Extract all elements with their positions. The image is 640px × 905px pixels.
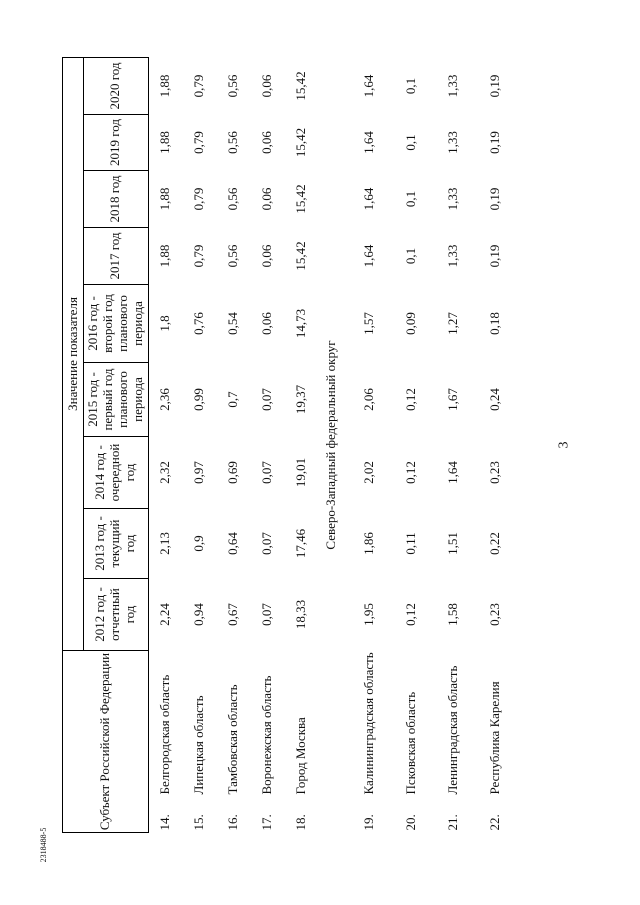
table-row [479,57,513,832]
value-cell: 0,9 [191,535,207,552]
table-body [148,57,513,832]
value-cell: 1,64 [445,461,461,484]
value-cell: 1,88 [157,187,173,211]
value-cell: 17,46 [293,528,309,559]
value-cell: 0,19 [487,187,503,211]
value-cell: 0,69 [225,461,241,484]
value-cell: 2,02 [361,461,377,484]
value-cell: 1,88 [157,74,173,98]
row-number: 15. [191,814,207,831]
value-cell: 0,07 [259,461,275,484]
value-cell: 1,67 [445,388,461,411]
value-cell: 1,27 [445,312,461,335]
row-number: 19. [361,814,377,831]
table-row [429,57,479,832]
subject-name: Белгородская область [157,674,173,795]
subject-header: Субъект Российской Федерации [63,651,149,833]
value-cell: 0,94 [191,603,207,626]
subject-name: Псковская область [403,691,419,795]
row-number: 22. [487,814,503,831]
district-label: Северо-Западный федеральный округ [323,340,339,550]
value-cell: 0,23 [487,603,503,626]
value-cell: 0,07 [259,532,275,555]
column-header-5: 2017 год [84,228,149,285]
value-cell: 0,56 [225,244,241,268]
value-cell: 0,06 [259,244,275,268]
value-cell: 0,06 [259,187,275,211]
table-row [183,57,217,832]
value-cell: 1,95 [361,603,377,626]
value-cell: 0,19 [487,74,503,98]
value-cell: 0,7 [225,391,241,408]
value-cell: 0,76 [191,312,207,335]
row-number: 17. [259,814,275,831]
value-cell: 0,56 [225,131,241,154]
value-cell: 18,33 [293,599,309,630]
value-cell: 0,79 [191,244,207,268]
value-cell: 2,13 [157,532,173,555]
value-cell: 19,37 [293,384,309,415]
subject-name: Воронежская область [259,675,275,795]
column-header-3: 2015 год - первый год планового периода [84,363,149,437]
row-number: 18. [293,814,309,831]
district-row [319,57,345,832]
value-cell: 1,88 [157,244,173,268]
subject-name: Республика Карелия [487,681,503,795]
row-number: 20. [403,814,419,831]
table-row [251,57,285,832]
value-cell: 1,33 [445,244,461,268]
value-cell: 0,1 [403,190,419,208]
value-cell: 0,1 [403,77,419,95]
value-cell: 15,42 [293,127,309,158]
value-cell: 0,1 [403,247,419,265]
table-row [345,57,395,832]
value-cell: 0,09 [403,312,419,335]
column-header-2: 2014 год - очередной год [84,437,149,509]
value-cell: 1,8 [157,315,173,332]
value-cell: 0,11 [403,532,419,555]
value-cell: 1,88 [157,131,173,154]
value-cell: 0,24 [487,388,503,411]
value-cell: 0,99 [191,388,207,411]
value-cell: 1,33 [445,74,461,98]
row-number: 16. [225,814,241,831]
value-cell: 1,64 [361,131,377,154]
table-row [395,57,429,832]
column-header-6: 2018 год [84,171,149,228]
table-row [148,57,183,832]
value-cell: 19,01 [293,457,309,488]
row-number: 14. [157,814,173,831]
value-cell: 0,22 [487,532,503,555]
value-cell: 15,42 [293,184,309,214]
value-cell: 0,1 [403,134,419,151]
column-header-4: 2016 год - второй год планового периода [84,285,149,363]
value-cell: 0,19 [487,244,503,268]
column-header-7: 2019 год [84,115,149,171]
rotated-table-container [62,58,542,833]
value-cell: 1,64 [361,187,377,211]
value-cell: 0,54 [225,312,241,335]
value-cell: 2,24 [157,603,173,626]
value-cell: 0,67 [225,603,241,626]
row-number: 21. [445,814,461,831]
value-cell: 0,12 [403,388,419,411]
footer-code: 2318488-5 [38,827,48,863]
value-cell: 0,12 [403,461,419,484]
subject-name: Калининградская область [361,652,377,795]
value-cell: 2,06 [361,388,377,411]
value-cell: 0,79 [191,74,207,98]
indicator-table [62,57,513,833]
table-row [217,57,251,832]
value-cell: 1,57 [361,312,377,335]
subject-name: Город Москва [293,717,309,795]
value-cell: 0,79 [191,131,207,154]
table-row [285,57,319,832]
value-cell: 14,73 [293,308,309,339]
column-header-8: 2020 год [84,57,149,114]
value-header: Значение показателя [63,57,84,650]
column-header-1: 2013 год - текущий год [84,509,149,579]
value-cell: 0,18 [487,312,503,335]
value-cell: 2,32 [157,461,173,484]
value-cell: 15,42 [293,241,309,271]
value-cell: 2,36 [157,388,173,411]
value-cell: 0,07 [259,388,275,411]
value-cell: 0,06 [259,74,275,98]
subject-name: Тамбовская область [225,684,241,795]
value-cell: 0,97 [191,461,207,484]
value-cell: 0,56 [225,187,241,211]
value-cell: 1,86 [361,532,377,555]
value-cell: 0,79 [191,187,207,211]
subject-name: Липецкая область [191,695,207,795]
value-cell: 1,33 [445,187,461,211]
value-cell: 1,64 [361,74,377,98]
value-cell: 1,64 [361,244,377,268]
value-cell: 0,23 [487,461,503,484]
value-cell: 1,33 [445,131,461,154]
value-cell: 0,56 [225,74,241,98]
value-cell: 0,12 [403,603,419,626]
page-number: 3 [556,441,572,449]
column-header-0: 2012 год - отчетный год [84,579,149,651]
value-cell: 0,64 [225,532,241,555]
value-cell: 1,51 [445,532,461,555]
value-cell: 0,07 [259,603,275,626]
subject-name: Ленинградская область [445,665,461,795]
value-cell: 15,42 [293,71,309,101]
value-cell: 1,58 [445,603,461,626]
value-cell: 0,06 [259,131,275,154]
value-cell: 0,19 [487,131,503,154]
value-cell: 0,06 [259,312,275,335]
